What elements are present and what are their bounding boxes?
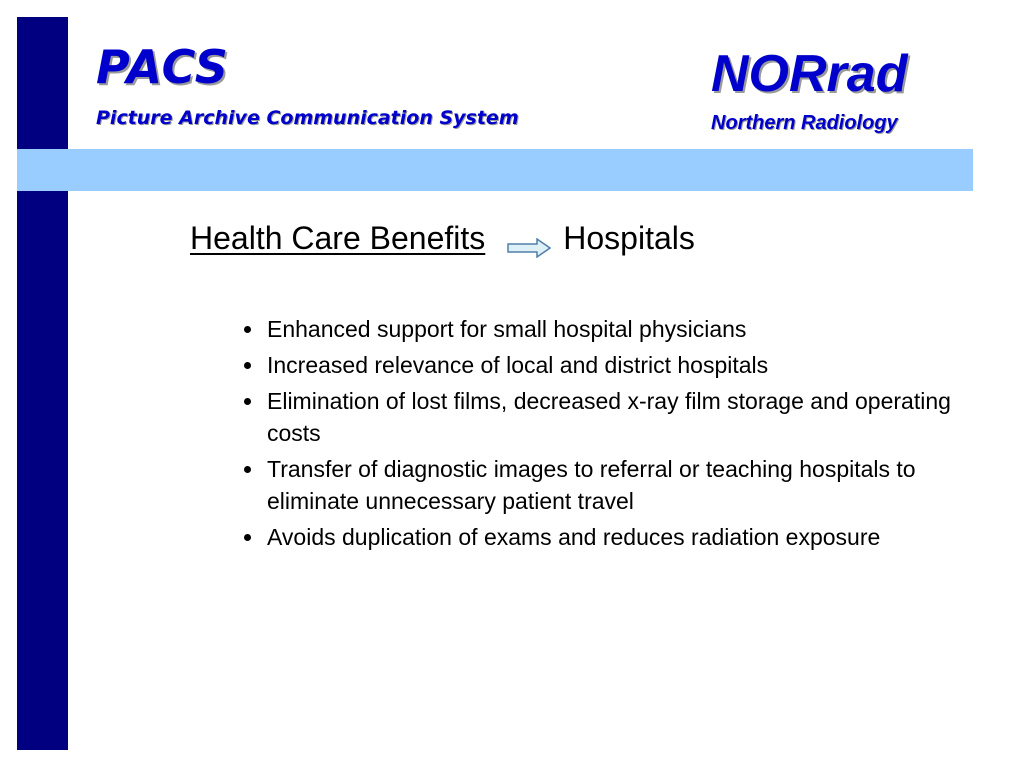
list-item <box>240 313 960 345</box>
heading-main-text: Health Care Benefits <box>190 220 486 256</box>
bullet-dot-icon <box>244 398 251 405</box>
bullet-dot-icon <box>244 326 251 333</box>
right-arrow-icon <box>507 229 551 249</box>
pacs-logo <box>96 40 519 129</box>
list-item <box>240 453 960 517</box>
list-item-text: Elimination of lost films, decreased x-ray film storage and operating costs <box>267 388 951 446</box>
bullet-dot-icon <box>244 362 251 369</box>
header-band <box>17 149 973 191</box>
list-item-text: Transfer of diagnostic images to referral or teaching hospitals to eliminate unnecessary patient travel <box>267 456 916 514</box>
bullet-dot-icon <box>244 534 251 541</box>
norrad-logo <box>711 45 908 135</box>
left-sidebar-bar <box>17 17 68 750</box>
benefits-list <box>240 313 960 557</box>
pacs-title: PACS <box>96 40 229 94</box>
heading-target-text: Hospitals <box>563 220 695 256</box>
pacs-subtitle: Picture Archive Communication System <box>96 107 519 129</box>
list-item <box>240 385 960 449</box>
list-item-text: Increased relevance of local and district hospitals <box>267 352 769 378</box>
list-item <box>240 521 960 553</box>
bullet-dot-icon <box>244 466 251 473</box>
norrad-title: NORrad <box>711 45 908 103</box>
list-item-text: Avoids duplication of exams and reduces radiation exposure <box>267 524 881 550</box>
list-item <box>240 349 960 381</box>
list-item-text: Enhanced support for small hospital physicians <box>267 316 747 342</box>
norrad-subtitle: Northern Radiology <box>711 112 898 134</box>
slide-heading <box>190 220 695 257</box>
